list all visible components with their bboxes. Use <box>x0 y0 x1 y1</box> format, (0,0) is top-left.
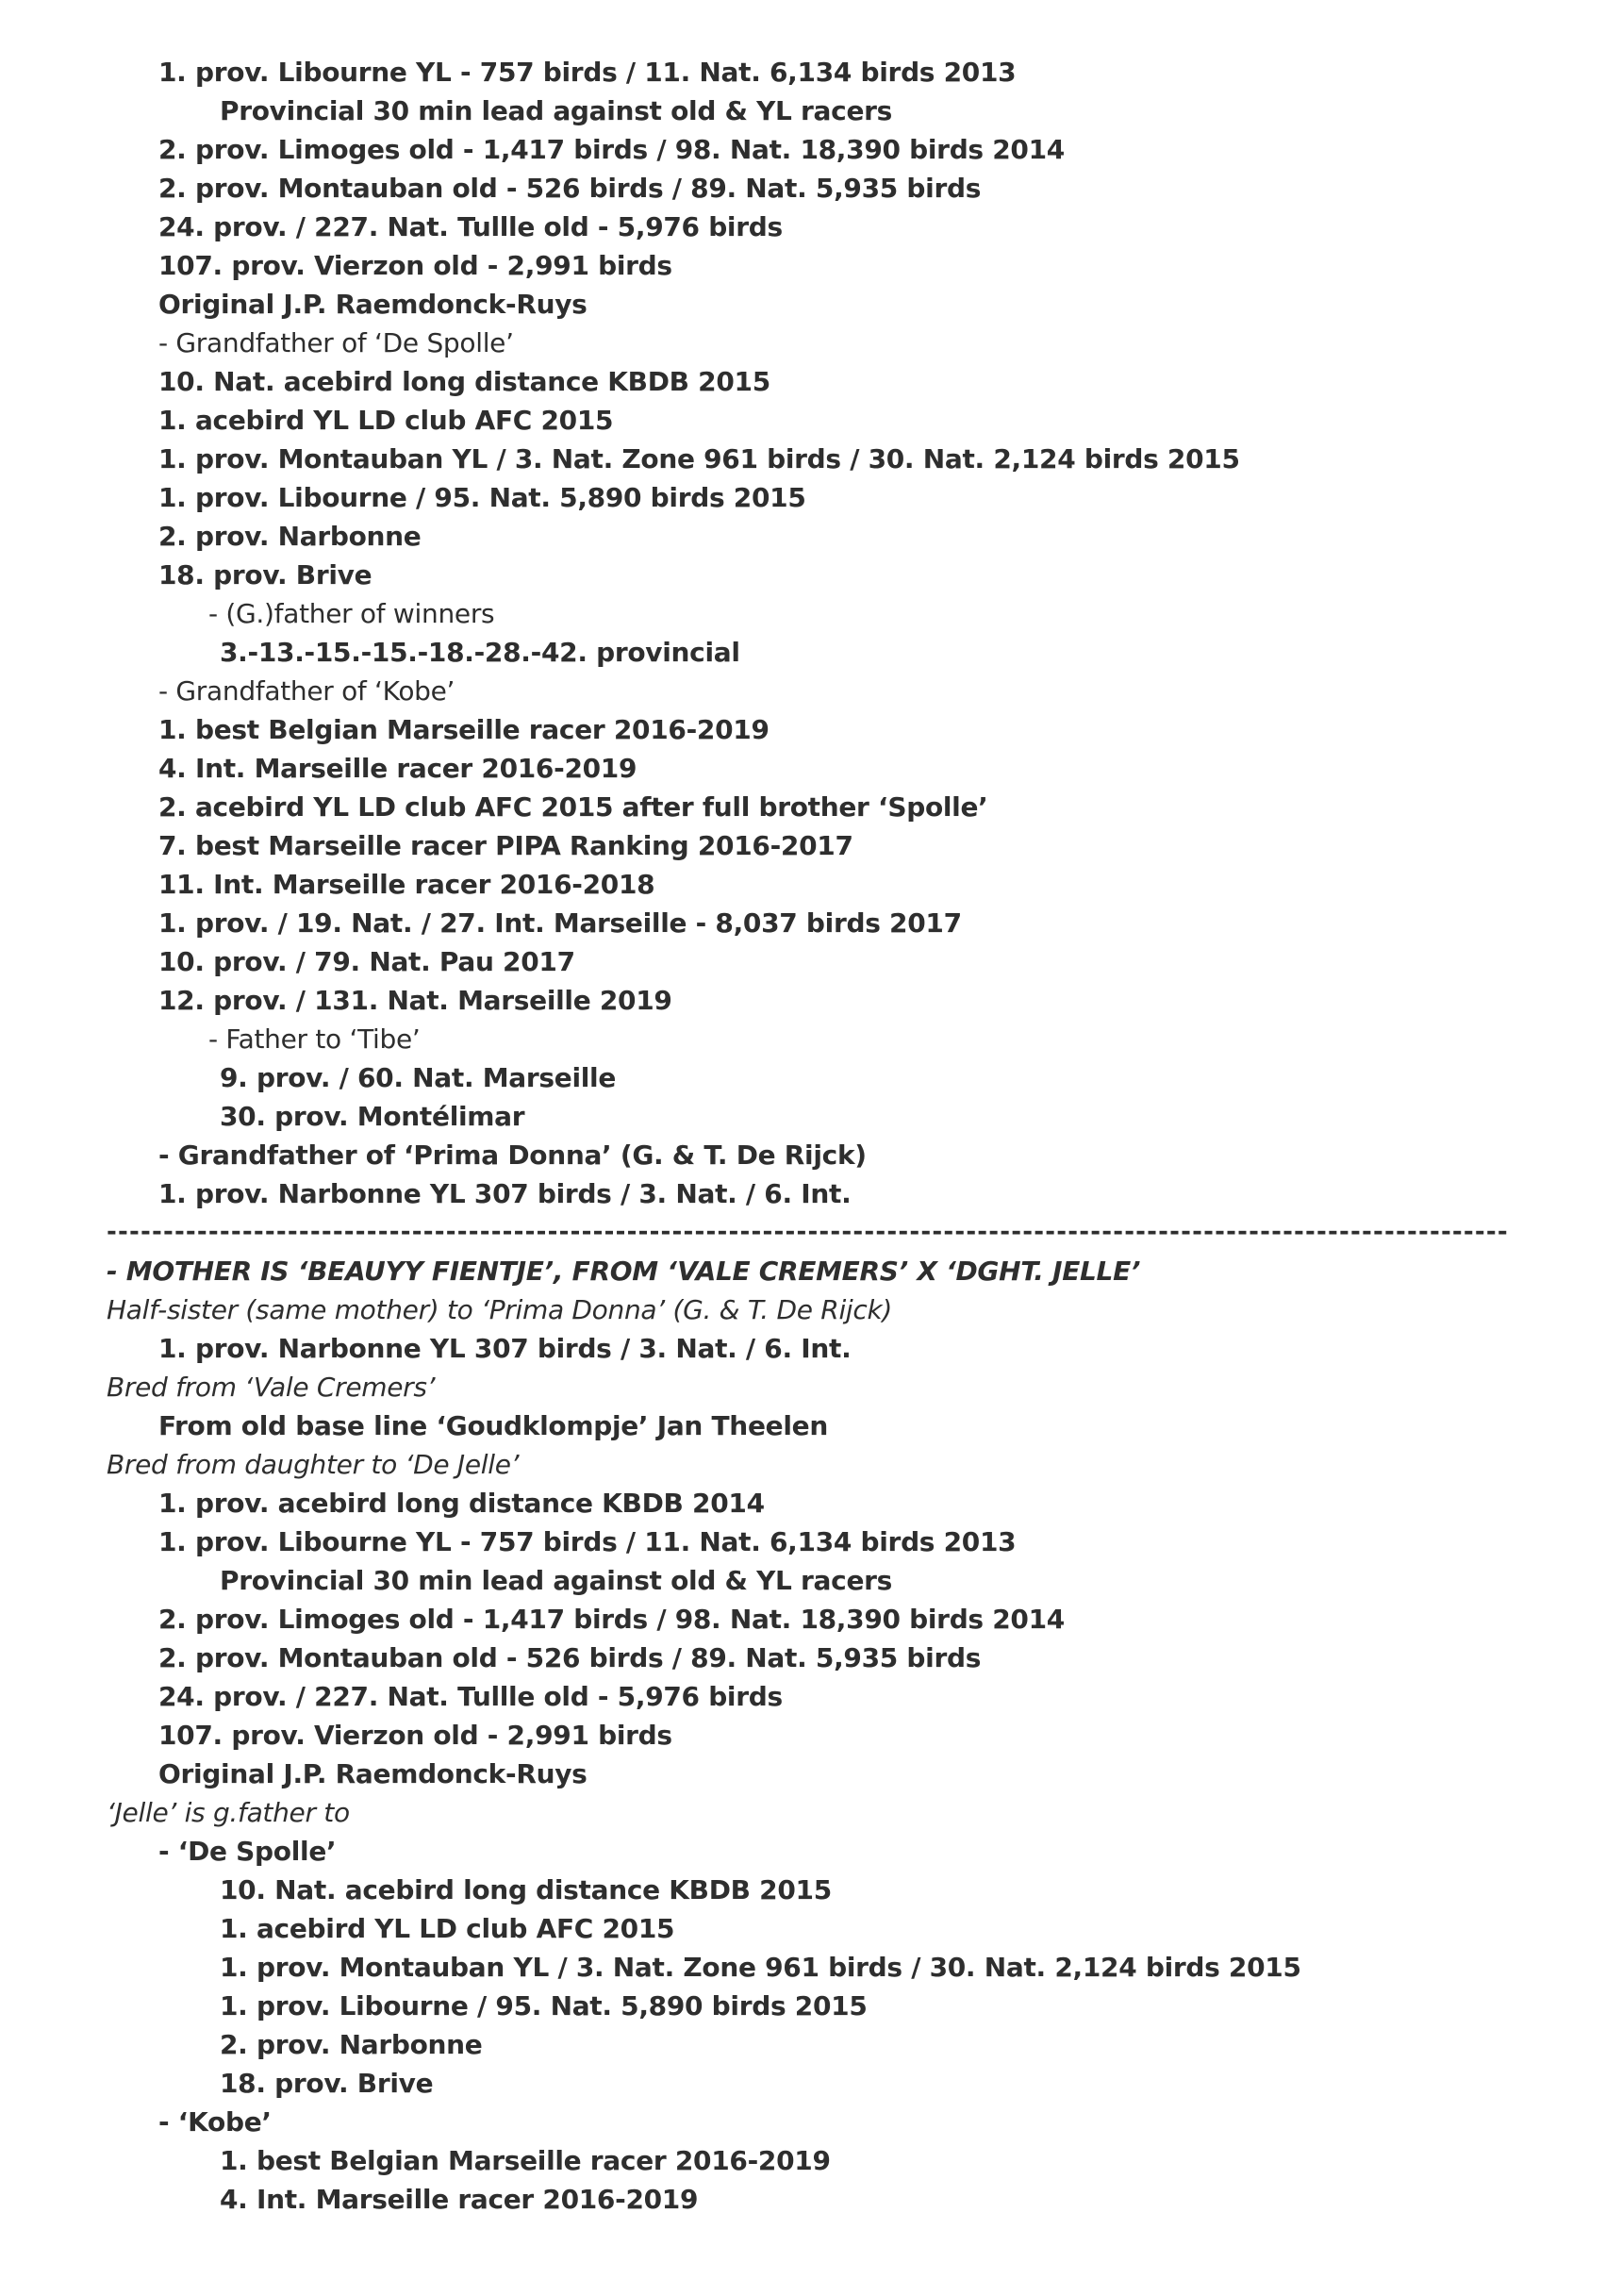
text-line: 1. prov. acebird long distance KBDB 2014 <box>158 1488 765 1519</box>
text-line: Bred from ‘Vale Cremers’ <box>107 1372 436 1403</box>
text-line: ‘Jelle’ is g.father to <box>107 1797 350 1828</box>
text-line: 1. best Belgian Marseille racer 2016-2019 <box>220 2145 831 2176</box>
text-line: 1. prov. Libourne / 95. Nat. 5,890 birds 2015 <box>158 482 806 513</box>
text-line: 10. Nat. acebird long distance KBDB 2015 <box>220 1874 832 1905</box>
text-line: Original J.P. Raemdonck-Ruys <box>158 1758 588 1789</box>
text-line: 2. acebird YL LD club AFC 2015 after full brother ‘Spolle’ <box>158 791 988 823</box>
text-line: - (G.)father of winners <box>208 598 495 629</box>
text-line: 4. Int. Marseille racer 2016-2019 <box>158 753 637 784</box>
text-line: 10. Nat. acebird long distance KBDB 2015 <box>158 366 770 397</box>
text-line: Original J.P. Raemdonck-Ruys <box>158 289 588 320</box>
text-line: 1. acebird YL LD club AFC 2015 <box>158 405 614 436</box>
text-line: 2. prov. Limoges old - 1,417 birds / 98. Nat. 18,390 birds 2014 <box>158 1604 1065 1635</box>
text-line: 2. prov. Narbonne <box>158 521 422 552</box>
text-line: Provincial 30 min lead against old & YL racers <box>220 1565 893 1596</box>
text-line: 1. acebird YL LD club AFC 2015 <box>220 1913 675 1944</box>
text-line: - Father to ‘Tibe’ <box>208 1023 421 1055</box>
text-line: 107. prov. Vierzon old - 2,991 birds <box>158 1720 672 1751</box>
text-line: 1. prov. Montauban YL / 3. Nat. Zone 961 birds / 30. Nat. 2,124 birds 2015 <box>220 1952 1301 1983</box>
text-line: 1. prov. Montauban YL / 3. Nat. Zone 961 birds / 30. Nat. 2,124 birds 2015 <box>158 443 1240 474</box>
text-line: - Grandfather of ‘De Spolle’ <box>158 327 514 358</box>
text-line: 2. prov. Montauban old - 526 birds / 89. Nat. 5,935 birds <box>158 173 982 204</box>
text-line: Half-sister (same mother) to ‘Prima Donna’ (G. & T. De Rijck) <box>107 1294 893 1325</box>
text-line: 30. prov. Montélimar <box>220 1101 525 1132</box>
text-line: - ‘Kobe’ <box>158 2106 272 2138</box>
text-line: 24. prov. / 227. Nat. Tullle old - 5,976 birds <box>158 1681 783 1712</box>
text-line: Bred from daughter to ‘De Jelle’ <box>107 1449 520 1480</box>
text-line: 107. prov. Vierzon old - 2,991 birds <box>158 250 672 281</box>
text-line: 3.-13.-15.-15.-18.-28.-42. provincial <box>220 637 740 668</box>
text-line: 1. prov. Libourne / 95. Nat. 5,890 birds 2015 <box>220 1990 868 2021</box>
text-line: 1. prov. Libourne YL - 757 birds / 11. Nat. 6,134 birds 2013 <box>158 1526 1017 1557</box>
text-line: 10. prov. / 79. Nat. Pau 2017 <box>158 946 575 977</box>
text-line: 9. prov. / 60. Nat. Marseille <box>220 1062 617 1093</box>
text-line: 1. prov. Narbonne YL 307 birds / 3. Nat. / 6. Int. <box>158 1333 852 1364</box>
text-line: 4. Int. Marseille racer 2016-2019 <box>220 2184 699 2215</box>
text-line: 12. prov. / 131. Nat. Marseille 2019 <box>158 985 672 1016</box>
text-line: 1. best Belgian Marseille racer 2016-2019 <box>158 714 770 745</box>
text-line: From old base line ‘Goudklompje’ Jan Theelen <box>158 1410 828 1441</box>
text-line: 24. prov. / 227. Nat. Tullle old - 5,976 birds <box>158 211 783 242</box>
text-line: Provincial 30 min lead against old & YL racers <box>220 95 893 126</box>
text-line: 7. best Marseille racer PIPA Ranking 2016-2017 <box>158 830 853 861</box>
text-line: 2. prov. Narbonne <box>220 2029 483 2060</box>
text-line: - Grandfather of ‘Kobe’ <box>158 675 455 707</box>
text-line: 2. prov. Limoges old - 1,417 birds / 98. Nat. 18,390 birds 2014 <box>158 134 1065 165</box>
dashed-separator: ---------------------------------------------------------------------------------------------------------------------------- <box>107 1218 1509 1246</box>
text-line: - MOTHER IS ‘BEAUYY FIENTJE’, FROM ‘VALE CREMERS’ X ‘DGHT. JELLE’ <box>107 1256 1141 1287</box>
text-line: 1. prov. Narbonne YL 307 birds / 3. Nat. / 6. Int. <box>158 1178 852 1209</box>
text-line: - Grandfather of ‘Prima Donna’ (G. & T. De Rijck) <box>158 1140 867 1171</box>
text-line: - ‘De Spolle’ <box>158 1836 337 1867</box>
text-line: 18. prov. Brive <box>220 2068 434 2099</box>
text-line: 2. prov. Montauban old - 526 birds / 89. Nat. 5,935 birds <box>158 1642 982 1673</box>
text-line: 18. prov. Brive <box>158 559 372 591</box>
text-line: 1. prov. Libourne YL - 757 birds / 11. Nat. 6,134 birds 2013 <box>158 57 1017 88</box>
text-line: 1. prov. / 19. Nat. / 27. Int. Marseille - 8,037 birds 2017 <box>158 907 962 939</box>
text-line: 11. Int. Marseille racer 2016-2018 <box>158 869 655 900</box>
